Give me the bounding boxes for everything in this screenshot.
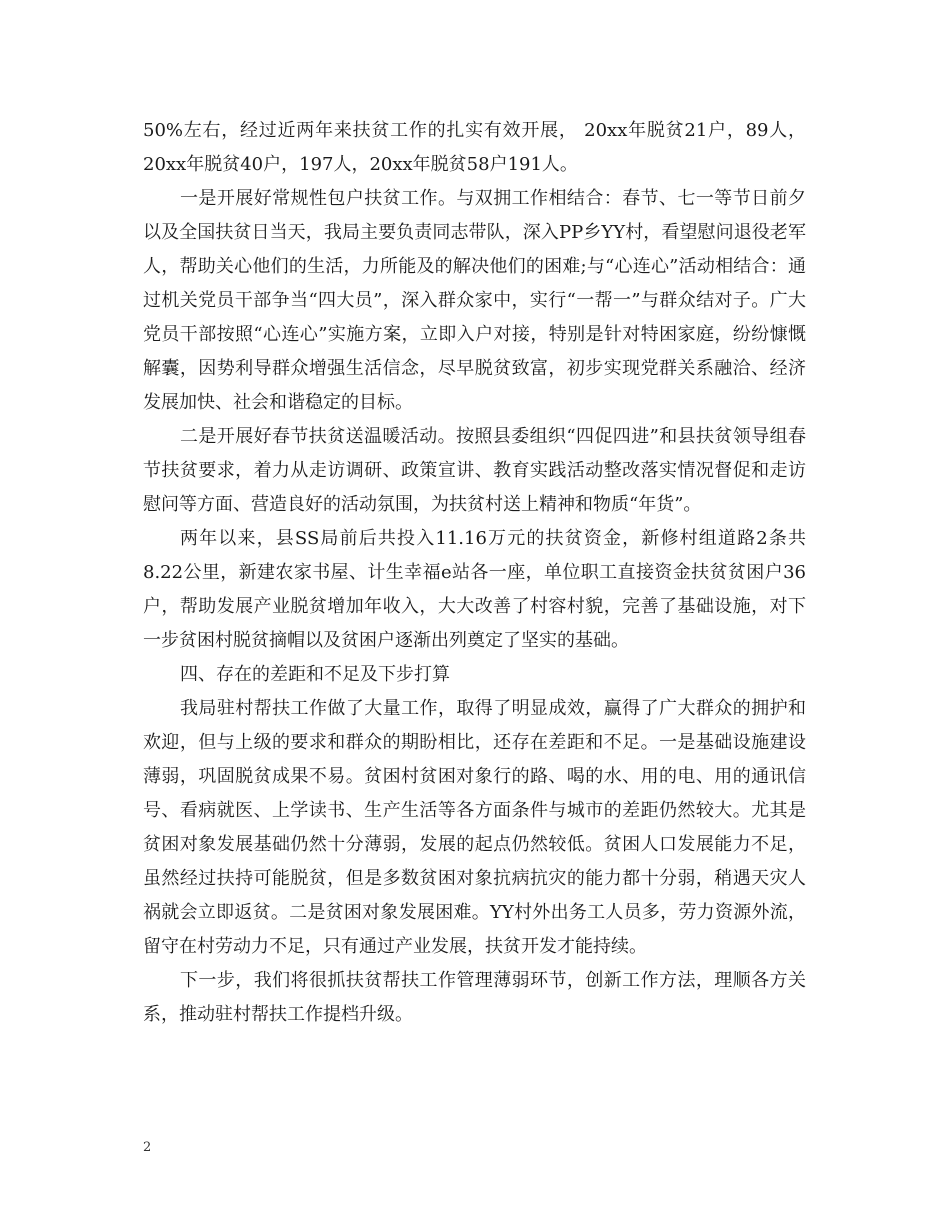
page-number: 2 <box>143 1140 152 1155</box>
paragraph-household-aid: 一是开展好常规性包户扶贫工作。与双拥工作相结合：春节、七一等节日前夕以及全国扶贫日当天，我局主要负责同志带队，深入PP乡YY村，看望慰问退役老军人，帮助关心他们的生活，力所能及的解决他们的困难;与“心连心”活动相结合：通过机关党员干部争当“四大员”，深入群众家中，实行“一帮一”与群众结对子。广大党员干部按照“心连心”实施方案，立即入户对接，特别是针对特困家庭，纷纷慷慨解囊，因势利导群众增强生活信念，尽早脱贫致富，初步实现党群关系融洽、经济发展加快、社会和谐稳定的目标。 <box>143 188 806 413</box>
section-heading-gaps-and-plans: 四、存在的差距和不足及下步打算 <box>180 664 450 685</box>
paragraph-gaps: 我局驻村帮扶工作做了大量工作，取得了明显成效，赢得了广大群众的拥护和欢迎，但与上级的要求和群众的期盼相比，还存在差距和不足。一是基础设施建设薄弱，巩固脱贫成果不易。贫困村贫困对象行的路、喝的水、用的电、用的通讯信号、看病就医、上学读书、生产生活等各方面条件与城市的差距仍然较大。尤其是贫困对象发展基础仍然十分薄弱，发展的起点仍然较低。贫困人口发展能力不足，虽然经过扶持可能脱贫，但是多数贫困对象抗病抗灾的能力都十分弱，稍遇天灾人祸就会立即返贫。二是贫困对象发展困难。YY村外出务工人员多，劳力资源外流，留守在村劳动力不足，只有通过产业发展，扶贫开发才能持续。 <box>143 698 806 957</box>
paragraph-spring-festival-aid: 二是开展好春节扶贫送温暖活动。按照县委组织“四促四进”和县扶贫领导组春节扶贫要求，着力从走访调研、政策宣讲、教育实践活动整改落实情况督促和走访慰问等方面、营造良好的活动氛围，为扶贫村送上精神和物质“年货”。 <box>143 426 806 515</box>
document-body <box>143 114 806 1032</box>
paragraph-continuation: 50%左右，经过近两年来扶贫工作的扎实有效开展， 20xx年脱贫21户，89人，20xx年脱贫40户，197人，20xx年脱贫58户191人。 <box>143 120 806 175</box>
paragraph-investment-summary: 两年以来，县SS局前后共投入11.16万元的扶贫资金，新修村组道路2条共8.22公里，新建农家书屋、计生幸福e站各一座，单位职工直接资金扶贫贫困户36户，帮助发展产业脱贫增加年收入，大大改善了村容村貌，完善了基础设施，对下一步贫困村脱贫摘帽以及贫困户逐渐出列奠定了坚实的基础。 <box>143 528 806 651</box>
paragraph-next-steps: 下一步，我们将很抓扶贫帮扶工作管理薄弱环节，创新工作方法，理顺各方关系，推动驻村帮扶工作提档升级。 <box>143 970 806 1025</box>
